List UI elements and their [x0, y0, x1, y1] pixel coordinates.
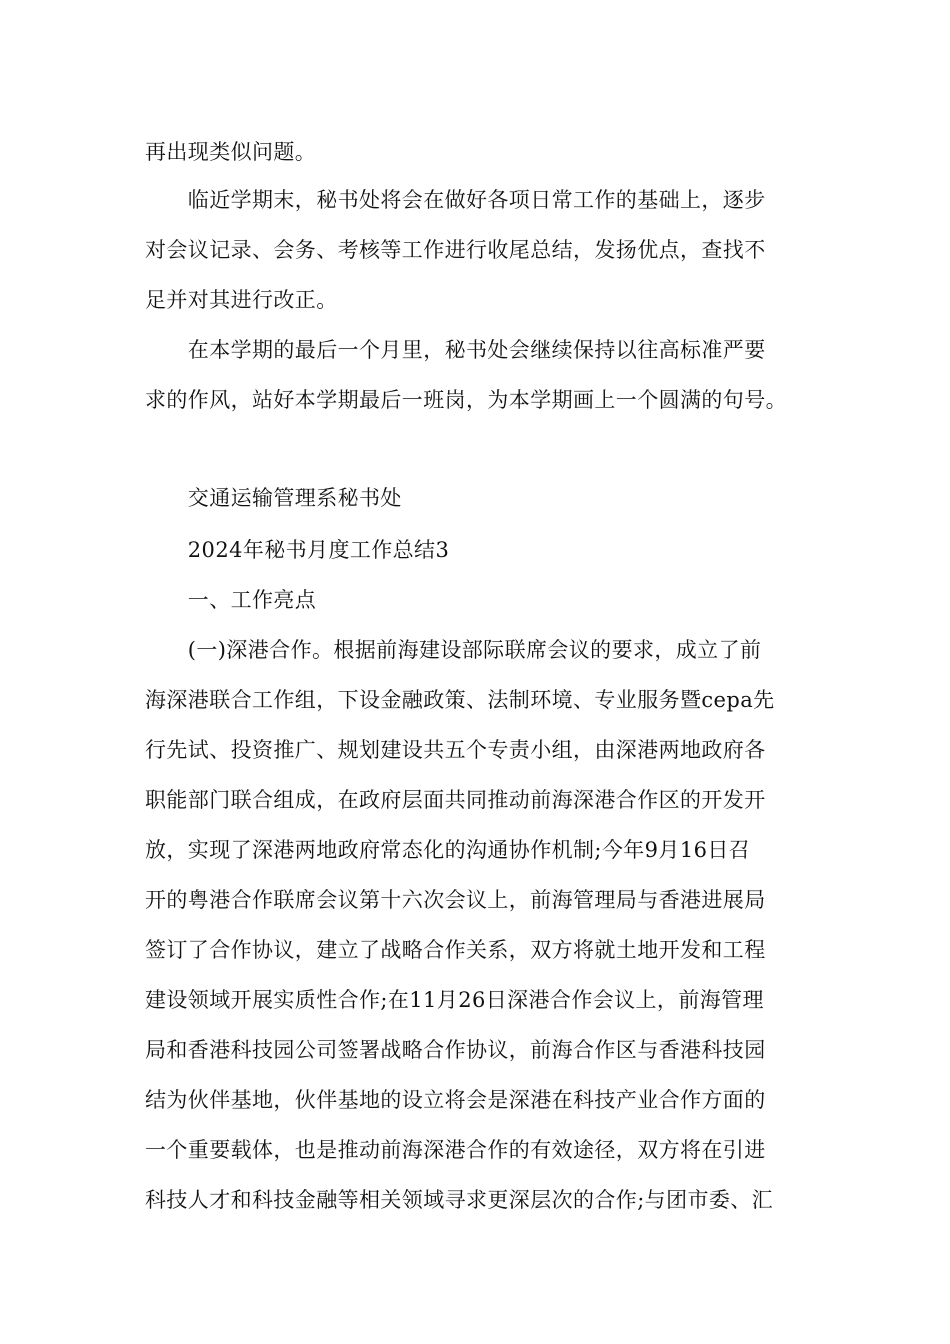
text-line: 求的作风，站好本学期最后一班岗，为本学期画上一个圆满的句号。 [145, 388, 787, 412]
signature-line: 交通运输管理系秘书处 [145, 486, 402, 510]
text-line: 签订了合作协议，建立了战略合作关系，双方将就土地开发和工程 [145, 938, 766, 962]
section-title: 2024年秘书月度工作总结3 [145, 538, 450, 562]
text-line: 放，实现了深港两地政府常态化的沟通协作机制;今年9月16日召 [145, 838, 751, 862]
text-line: 职能部门联合组成，在政府层面共同推动前海深港合作区的开发开 [145, 788, 766, 812]
text-line: 再出现类似问题。 [145, 140, 317, 164]
text-line: 建设领域开展实质性合作;在11月26日深港合作会议上，前海管理 [145, 988, 764, 1012]
text-line: 一个重要载体，也是推动前海深港合作的有效途径，双方将在引进 [145, 1138, 766, 1162]
text-line: 行先试、投资推广、规划建设共五个专责小组，由深港两地政府各 [145, 738, 766, 762]
text-line: 足并对其进行改正。 [145, 288, 338, 312]
text-line: 结为伙伴基地，伙伴基地的设立将会是深港在科技产业合作方面的 [145, 1088, 766, 1112]
text-line: 在本学期的最后一个月里，秘书处会继续保持以往高标准严要 [145, 338, 766, 362]
text-line: 海深港联合工作组，下设金融政策、法制环境、专业服务暨cepa先 [145, 688, 775, 712]
text-line: (一)深港合作。根据前海建设部际联席会议的要求，成立了前 [145, 638, 762, 662]
text-line: 局和香港科技园公司签署战略合作协议，前海合作区与香港科技园 [145, 1038, 766, 1062]
text-line: 临近学期末，秘书处将会在做好各项日常工作的基础上，逐步 [145, 188, 766, 212]
text-line: 开的粤港合作联席会议第十六次会议上，前海管理局与香港进展局 [145, 888, 766, 912]
section-heading: 一、工作亮点 [145, 588, 317, 612]
text-line: 对会议记录、会务、考核等工作进行收尾总结，发扬优点，查找不 [145, 238, 766, 262]
text-line: 科技人才和科技金融等相关领域寻求更深层次的合作;与团市委、汇 [145, 1188, 774, 1212]
